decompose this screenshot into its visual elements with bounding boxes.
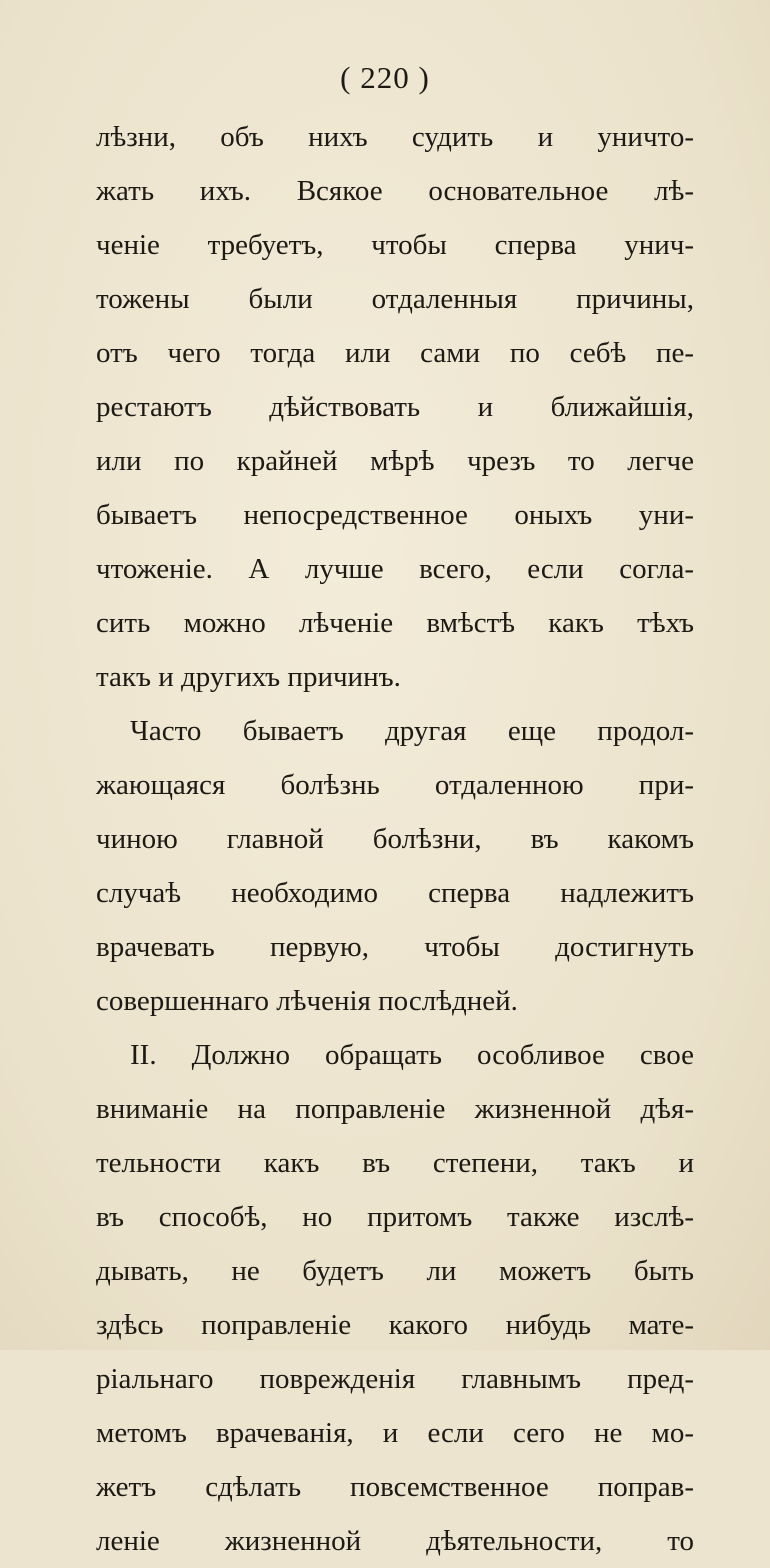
- text-line: здѣсь поправленіе какого нибудь мате-: [96, 1309, 694, 1341]
- text-line: чтоженіе. А лучше всего, если согла-: [96, 553, 694, 585]
- paragraph-end-line: такъ и другихъ причинъ.: [96, 661, 401, 693]
- text-line: ченіе требуетъ, чтобы сперва унич-: [96, 229, 694, 261]
- text-line: случаѣ необходимо сперва надлежитъ: [96, 877, 694, 909]
- text-line: тельности какъ въ степени, такъ и: [96, 1147, 694, 1179]
- text-line: сить можно лѣченіе вмѣстѣ какъ тѣхъ: [96, 607, 694, 639]
- text-line: или по крайней мѣрѣ чрезъ то легче: [96, 445, 694, 477]
- page-number: ( 220 ): [340, 60, 430, 95]
- text-line: лѣзни, объ нихъ судить и уничто-: [96, 121, 694, 153]
- text-line: рестаютъ дѣйствовать и ближайшія,: [96, 391, 694, 423]
- text-line: леніе жизненной дѣятельности, то: [96, 1525, 694, 1557]
- paragraph-end-line: совершеннаго лѣченія послѣдней.: [96, 985, 518, 1017]
- text-line: метомъ врачеванія, и если сего не мо-: [96, 1417, 694, 1449]
- text-line: бываетъ непосредственное оныхъ уни-: [96, 499, 694, 531]
- text-line: отъ чего тогда или сами по себѣ пе-: [96, 337, 694, 369]
- text-line: въ способѣ, но притомъ также изслѣ-: [96, 1201, 694, 1233]
- text-line: вниманіе на поправленіе жизненной дѣя-: [96, 1093, 694, 1125]
- body-text: [96, 110, 694, 1568]
- text-line: жающаяся болѣзнь отдаленною при-: [96, 769, 694, 801]
- paragraph-start-line: II. Должно обращать особливое свое: [130, 1039, 694, 1071]
- text-line: тожены были отдаленныя причины,: [96, 283, 694, 315]
- text-line: дывать, не будетъ ли можетъ быть: [96, 1255, 694, 1287]
- text-line: жать ихъ. Всякое основательное лѣ-: [96, 175, 694, 207]
- text-line: чиною главной болѣзни, въ какомъ: [96, 823, 694, 855]
- text-line: ріальнаго поврежденія главнымъ пред-: [96, 1363, 694, 1395]
- text-line: жетъ сдѣлать повсемственное поправ-: [96, 1471, 694, 1503]
- paragraph-start-line: Часто бываетъ другая еще продол-: [130, 715, 694, 747]
- text-line: врачевать первую, чтобы достигнуть: [96, 931, 694, 963]
